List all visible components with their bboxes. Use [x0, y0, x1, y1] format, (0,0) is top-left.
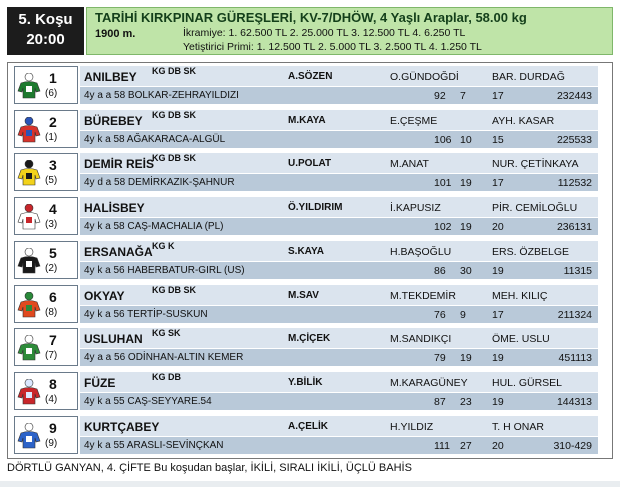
- jockey-name: U.POLAT: [288, 158, 332, 170]
- horse-name[interactable]: KURTÇABEY: [84, 419, 160, 434]
- race-distance: 1900 m.: [95, 28, 136, 40]
- silk-cell: [14, 110, 78, 148]
- last-form: 112532: [557, 177, 592, 190]
- pedigree: 4y k a 55 CAŞ-SEYYARE.54: [84, 395, 212, 407]
- handicap-points: 101: [434, 177, 452, 190]
- start-count: 17: [492, 308, 504, 321]
- trainer-name: NUR. ÇETİNKAYA: [492, 158, 579, 171]
- last-form: 11315: [563, 264, 592, 277]
- silk-cell: [14, 285, 78, 323]
- last-form: 225533: [556, 133, 592, 146]
- race-time: 20:00: [26, 31, 65, 48]
- runner-main-line: [80, 66, 598, 86]
- equipment-tags: KG DB SK: [152, 66, 197, 76]
- days-since-run: 7: [460, 90, 466, 102]
- start-count: 20: [492, 439, 504, 452]
- runner-main-line: [80, 241, 598, 261]
- pedigree: 4y a a 58 BOLKAR-ZEHRAYILDIZI: [84, 90, 239, 101]
- runner-main-line: [80, 197, 598, 217]
- owner-name: M.ANAT: [390, 158, 429, 171]
- owner-name: M.SANDIKÇI: [390, 333, 452, 346]
- draw-number: (9): [45, 437, 58, 449]
- race-title: TARİHİ KIRKPINAR GÜREŞLERİ, KV-7/DHÖW, 4 Yaşlı Araplar, 58.00 kg: [95, 10, 527, 25]
- saddle-number: 9: [49, 419, 57, 436]
- last-form: 232443: [556, 90, 592, 102]
- jockey-name: Y.BİLİK: [288, 376, 323, 388]
- days-since-run: 23: [460, 395, 472, 408]
- saddle-number: 8: [49, 375, 57, 392]
- runner-row: [8, 64, 612, 107]
- runners-list: [7, 62, 613, 459]
- silk-cell: [14, 197, 78, 235]
- trainer-name: BAR. DURDAĞ: [492, 71, 565, 83]
- runner-main-line: [80, 110, 598, 130]
- trainer-name: AYH. KASAR: [492, 114, 555, 127]
- pedigree: 4y k a 56 TERTİP-SUSKUN: [84, 308, 208, 320]
- bottom-rule: [0, 481, 620, 487]
- last-form: 451113: [558, 352, 592, 365]
- pedigree: 4y d a 58 DEMİRKAZIK-ŞAHNUR: [84, 177, 235, 189]
- equipment-tags: KG K: [152, 240, 175, 251]
- race-number: 5. Koşu: [18, 11, 73, 28]
- days-since-run: 19: [460, 352, 472, 365]
- days-since-run: 27: [460, 439, 472, 452]
- pedigree: 4y k a 56 HABERBATUR-GIRL (US): [84, 264, 245, 276]
- runner-row: [8, 239, 612, 282]
- jockey-silk-icon: [17, 204, 41, 230]
- runner-row: [8, 370, 612, 413]
- race-info-box: [86, 7, 613, 55]
- silk-cell: [14, 328, 78, 366]
- handicap-points: 76: [434, 308, 446, 321]
- saddle-number: 1: [49, 70, 57, 86]
- runner-detail-line: [80, 174, 598, 191]
- runner-row: [8, 414, 612, 457]
- trainer-name: T. H ONAR: [492, 420, 544, 433]
- jockey-name: Ö.YILDIRIM: [288, 202, 343, 214]
- silk-cell: [14, 416, 78, 454]
- horse-name[interactable]: BÜREBEY: [84, 113, 143, 128]
- silk-cell: [14, 372, 78, 410]
- draw-number: (4): [45, 393, 58, 405]
- start-count: 17: [492, 177, 504, 190]
- runner-detail-line: [80, 218, 598, 235]
- runner-row: [8, 195, 612, 238]
- draw-number: (5): [45, 175, 58, 187]
- days-since-run: 10: [460, 133, 472, 146]
- horse-name[interactable]: HALİSBEY: [84, 201, 145, 216]
- runner-main-line: [80, 416, 598, 436]
- runner-main-line: [80, 372, 598, 392]
- handicap-points: 102: [434, 221, 452, 234]
- horse-name[interactable]: ANILBEY: [84, 70, 137, 84]
- start-count: 15: [492, 133, 504, 146]
- pedigree: 4y a a 56 ODİNHAN-ALTIN KEMER: [84, 352, 244, 364]
- horse-name[interactable]: DEMİR REİS: [84, 157, 155, 172]
- equipment-tags: KG SK: [152, 328, 181, 339]
- equipment-tags: KG DB SK: [152, 109, 197, 120]
- runner-detail-line: [80, 349, 598, 366]
- jockey-silk-icon: [17, 117, 41, 143]
- handicap-points: 92: [434, 90, 446, 102]
- saddle-number: 6: [49, 288, 57, 305]
- runner-detail-line: [80, 131, 598, 148]
- owner-name: M.TEKDEMİR: [390, 289, 456, 302]
- saddle-number: 2: [49, 113, 57, 130]
- jockey-silk-icon: [17, 292, 41, 318]
- saddle-number: 5: [49, 244, 57, 261]
- last-form: 211324: [557, 308, 592, 321]
- horse-name[interactable]: ERSANAĞA: [84, 244, 153, 259]
- trainer-name: ERS. ÖZBELGE: [492, 245, 570, 258]
- pedigree: 4y k a 55 ARASLI-SEVİNÇKAN: [84, 439, 224, 451]
- runner-main-line: [80, 328, 598, 348]
- draw-number: (8): [45, 306, 58, 318]
- owner-name: O.GÜNDOĞDİ: [390, 71, 459, 83]
- draw-number: (2): [45, 262, 58, 274]
- days-since-run: 9: [460, 308, 466, 321]
- runner-detail-line: [80, 87, 598, 104]
- owner-name: H.YILDIZ: [390, 420, 434, 433]
- runner-row: [8, 326, 612, 369]
- owner-name: İ.KAPUSIZ: [390, 202, 441, 215]
- breeder-prize-line: Yetiştirici Primi: 1. 12.500 TL 2. 5.000 TL 3. 2.500 TL 4. 1.250 TL: [183, 41, 482, 53]
- runner-main-line: [80, 285, 598, 305]
- horse-name[interactable]: OKYAY: [84, 288, 125, 303]
- saddle-number: 3: [49, 157, 57, 174]
- runner-detail-line: [80, 437, 598, 454]
- runner-row: [8, 283, 612, 326]
- jockey-name: M.ÇİÇEK: [288, 333, 331, 345]
- draw-number: (7): [45, 350, 58, 362]
- race-header: [0, 0, 620, 58]
- handicap-points: 106: [434, 133, 452, 146]
- saddle-number: 4: [49, 201, 57, 218]
- trainer-name: HUL. GÜRSEL: [492, 376, 563, 389]
- silk-cell: [14, 241, 78, 279]
- runner-detail-line: [80, 262, 598, 279]
- equipment-tags: KG DB: [152, 371, 181, 382]
- runner-detail-line: [80, 306, 598, 323]
- jockey-silk-icon: [17, 73, 41, 99]
- prize-info: [183, 26, 482, 54]
- silk-cell: [14, 153, 78, 191]
- silk-cell: [14, 66, 78, 104]
- days-since-run: 19: [460, 177, 472, 190]
- equipment-tags: KG DB SK: [152, 284, 197, 295]
- handicap-points: 86: [434, 264, 446, 277]
- owner-name: H.BAŞOĞLU: [390, 245, 452, 258]
- draw-number: (6): [45, 88, 58, 99]
- days-since-run: 19: [460, 221, 472, 234]
- pedigree: 4y k a 58 CAŞ-MACHALIA (PL): [84, 221, 224, 233]
- horse-name[interactable]: FÜZE: [84, 375, 116, 390]
- jockey-name: M.SAV: [288, 289, 319, 301]
- trainer-name: MEH. KILIÇ: [492, 289, 548, 302]
- trainer-name: PİR. CEMİLOĞLU: [492, 202, 578, 215]
- pedigree: 4y k a 58 AĞAKARACA-ALGÜL: [84, 133, 226, 145]
- jockey-silk-icon: [17, 335, 41, 361]
- jockey-name: A.ÇELİK: [288, 420, 328, 432]
- start-count: 17: [492, 90, 504, 102]
- start-count: 19: [492, 395, 504, 408]
- start-count: 20: [492, 221, 504, 234]
- handicap-points: 111: [434, 439, 450, 452]
- start-count: 19: [492, 264, 504, 277]
- last-form: 236131: [556, 221, 592, 234]
- jockey-silk-icon: [17, 160, 41, 186]
- jockey-silk-icon: [17, 423, 41, 449]
- days-since-run: 30: [460, 264, 472, 277]
- saddle-number: 7: [49, 332, 57, 349]
- jockey-silk-icon: [17, 248, 41, 274]
- runner-main-line: [80, 153, 598, 173]
- handicap-points: 87: [434, 395, 446, 408]
- owner-name: M.KARAGÜNEY: [390, 376, 468, 389]
- race-number-box: [7, 7, 84, 55]
- bet-types-footer: DÖRTLÜ GANYAN, 4. ÇİFTE Bu koşudan başlar, İKİLİ, SIRALI İKİLİ, ÜÇLÜ BAHİS: [7, 462, 412, 474]
- jockey-name: M.KAYA: [288, 114, 326, 126]
- trainer-name: ÖME. USLU: [492, 333, 550, 346]
- owner-name: E.ÇEŞME: [390, 114, 438, 127]
- jockey-name: A.SÖZEN: [288, 71, 333, 82]
- runner-row: [8, 108, 612, 151]
- start-count: 19: [492, 352, 504, 365]
- runner-row: [8, 151, 612, 194]
- horse-name[interactable]: USLUHAN: [84, 332, 143, 347]
- last-form: 144313: [556, 395, 592, 408]
- draw-number: (3): [45, 219, 58, 231]
- prize-line: İkramiye: 1. 62.500 TL 2. 25.000 TL 3. 12.500 TL 4. 6.250 TL: [183, 27, 466, 39]
- draw-number: (1): [45, 131, 58, 143]
- handicap-points: 79: [434, 352, 446, 365]
- runner-detail-line: [80, 393, 598, 410]
- jockey-name: S.KAYA: [288, 245, 324, 257]
- jockey-silk-icon: [17, 379, 41, 405]
- last-form: 310-429: [553, 439, 592, 452]
- equipment-tags: KG DB SK: [152, 153, 197, 164]
